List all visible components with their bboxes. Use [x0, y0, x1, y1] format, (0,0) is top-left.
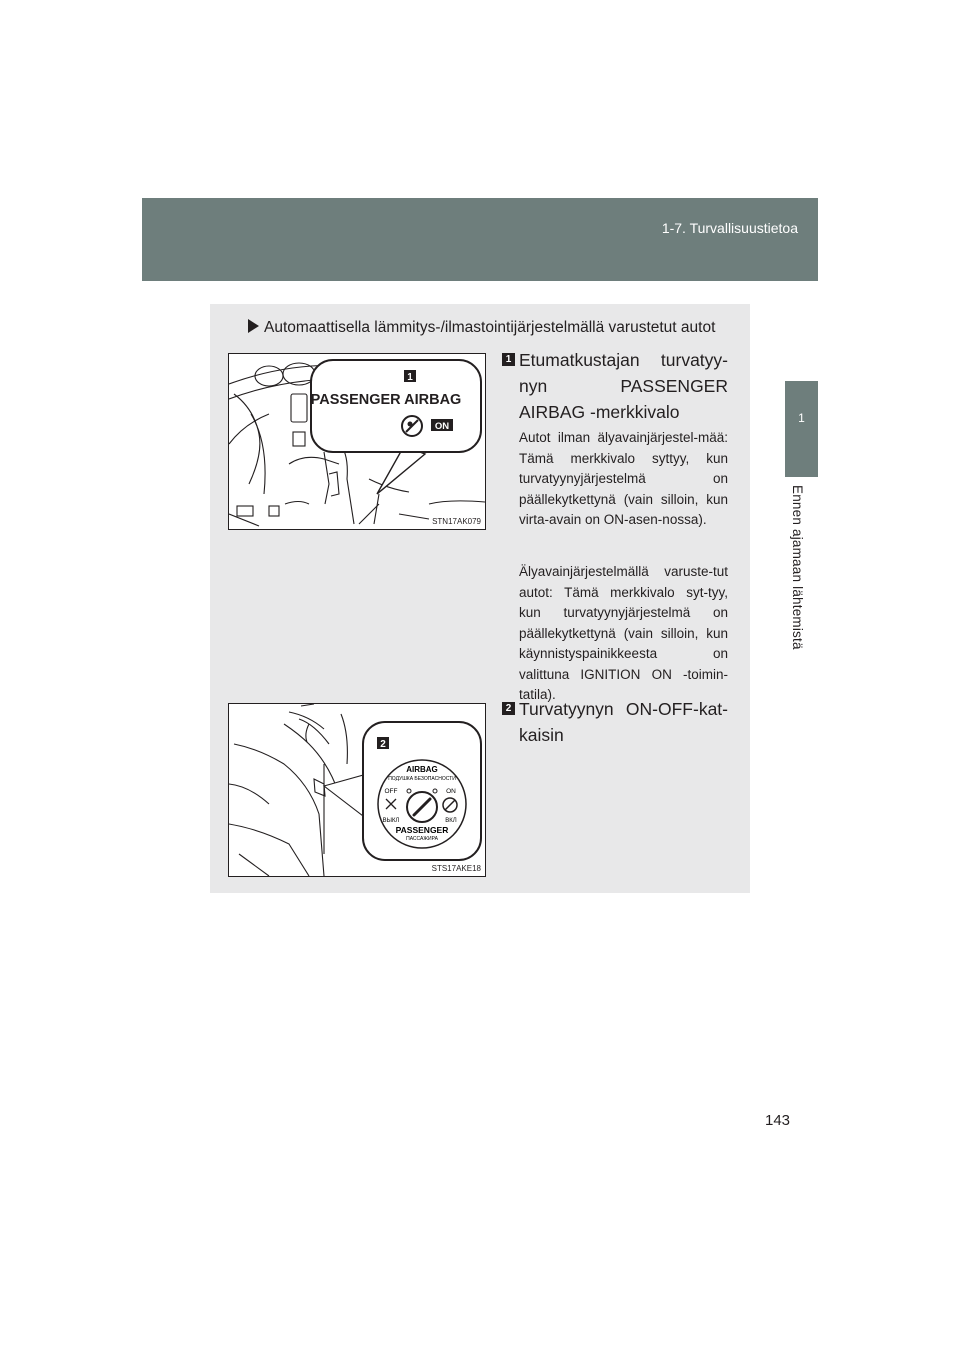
page-number: 143	[765, 1112, 791, 1129]
chapter-number: 1	[798, 411, 805, 425]
switch-passenger-label-ru: ПАССАЖИРА	[406, 836, 438, 842]
heading-text: Automaattisella lämmitys-/ilmastointijärjestelmällä varustetut autot	[264, 319, 716, 336]
airbag-on-icon	[402, 416, 422, 436]
item-title: Etumatkustajan turvatyy-nyn PASSENGER AIRBAG -merkkivalo	[519, 350, 728, 422]
section-heading	[248, 319, 715, 337]
item-title: Turvatyynyn ON-OFF-kat-kaisin	[519, 699, 728, 745]
switch-airbag-label-ru: ПОДУШКА БЕЗОПАСНОСТИ	[388, 776, 456, 782]
figure2-callout: 2	[380, 739, 386, 750]
on-badge-text: ON	[434, 421, 450, 432]
dashboard-illustration	[229, 354, 485, 529]
switch-passenger-label: PASSENGER	[395, 825, 449, 835]
item-number-badge: 1	[502, 353, 515, 366]
item-number-badge: 2	[502, 702, 515, 715]
figure1-callout: 1	[407, 372, 413, 383]
triangle-bullet-icon	[248, 319, 259, 333]
switch-on-label-ru: ВКЛ	[445, 818, 457, 824]
glovebox-illustration	[229, 704, 485, 876]
passenger-airbag-label: PASSENGER AIRBAG	[310, 392, 462, 408]
figure-code: STS17AKE18	[431, 864, 481, 873]
paragraph: Autot ilman älyavainjärjestel-mää: Tämä merkkivalo syttyy, kun turvatyynyjärjestelmä on päällekytkettynä (vain silloin, kun virta-avain on ON-asen-nossa).	[519, 430, 728, 527]
section-header	[142, 198, 818, 281]
chapter-tab	[785, 381, 818, 477]
paragraph: Älyavainjärjestelmällä varuste-tut autot: Tämä merkkivalo syt-tyy, kun turvatyynyjärjestelmä on päällekytkettynä (vain silloin, kun käynnistyspainikkeesta on valittuna IGNITION ON -toimin-tatila).	[519, 564, 728, 702]
chapter-label: Ennen ajamaan lähtemistä	[790, 485, 805, 650]
switch-on-label: ON	[446, 788, 456, 795]
section-title: 1-7. Turvallisuustietoa	[661, 220, 798, 236]
switch-off-label-ru: ВЫКЛ	[382, 818, 400, 824]
switch-off-label: OFF	[384, 788, 398, 795]
figure-dashboard-indicator	[228, 353, 486, 530]
figure-code: STN17AK079	[432, 517, 481, 526]
figure-airbag-switch	[228, 703, 486, 877]
switch-airbag-label: AIRBAG	[406, 765, 438, 774]
